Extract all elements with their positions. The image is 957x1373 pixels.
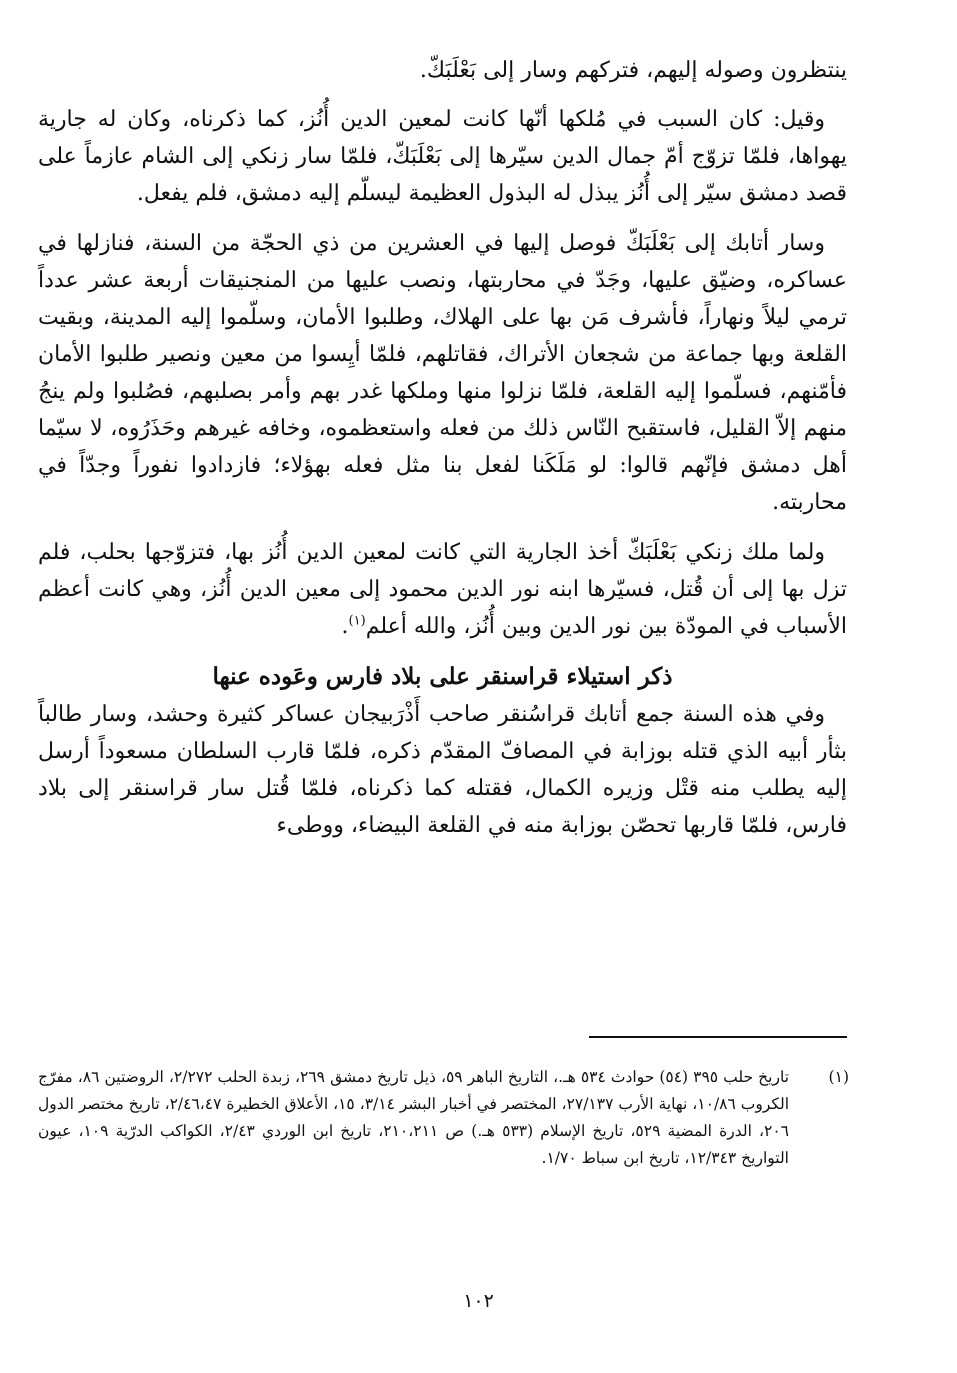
paragraph: وفي هذه السنة جمع أتابك قراسُنقر صاحب أَذْرَبيجان عساكر كثيرة وحشد، وسار طالباً بثأر أبيه الذي قتله بوزابة في المصافّ المقدّم ذكره، فلمّا قارب السلطان مسعوداً أرسل إليه يطلب منه قتْل وزيره الكمال، فقتله كما ذكرناه، فلمّا قُتل سار قراسنقر إلى بلاد فارس، فلمّا قاربها تحصّن بوزابة منه في القلعة البيضاء، ووطىء [38,702,847,838]
footnote-divider [589,1036,847,1038]
paragraph-end-punct: . [341,614,349,639]
paragraph-continuation: ينتظرون وصوله إليهم، فتركهم وسار إلى بَعْلَبَكّ. [419,58,847,83]
paragraph: وقيل: كان السبب في مُلكها أنّها كانت لمعين الدين أُنُز، كما ذكرناه، وكان له جارية يهواها، فلمّا تزوّج أمّ جمال الدين سيّرها إلى بَعْلَبَكّ، فلمّا سار زنكي إلى الشام عازماً على قصد دمشق سيّر إلى أُنُز يبذل له البذول العظيمة ليسلّم إليه دمشق، فلم يفعل. [38,107,847,206]
page-number: ١٠٢ [463,1290,494,1312]
paragraph-text: ولما ملك زنكي بَعْلَبَكّ أخذ الجارية التي كانت لمعين الدين أُنُز بها، فتزوّجها بحلب، فلم تزل بها إلى أن قُتل، فسيّرها ابنه نور الدين محمود إلى معين الدين أُنُز، وهي كانت أعظم الأسباب في المودّة بين نور الدين وبين أُنُز، والله أعلم [38,540,847,639]
main-text [38,52,847,857]
paragraph-with-footnote [38,534,847,645]
footnote-text: تاريخ حلب ٣٩٥ (٥٤) حوادث ٥٣٤ هـ.، التاريخ الباهر ٥٩، ذيل تاريخ دمشق ٢٦٩، زبدة الحلب ٢/٢٧٢، الروضتين ٨٦، مفرّج الكروب ١٠/٨٦، نهاية الأرب ٢٧/١٣٧، المختصر في أخبار البشر ٣/١٤، ١٥، الأعلاق الخطيرة ٢/٤٦،٤٧، تاريخ مختصر الدول ٢٠٦، الدرة المضية ٥٢٩، تاريخ الإسلام (٥٣٣ هـ.) ص ٢١٠،٢١١، تاريخ ابن الوردي ٢/٤٣، الكواكب الدرّية ١٠٩، عيون التواريخ ١٢/٣٤٣، تاريخ ابن سباط ١/٧٠. [38,1068,790,1167]
footnote-number: (١) [828,1068,849,1086]
section-heading: ذكر استيلاء قراسنقر على بلاد فارس وعَوده عنها [212,663,673,690]
footnote-reference[interactable]: (١) [348,613,366,629]
paragraph: وسار أتابك إلى بَعْلَبَكّ فوصل إليها في العشرين من ذي الحجّة من السنة، فنازلها في عساكره، وضيّق عليها، وجَدّ في محاربتها، ونصب عليها من المنجنيقات أربعة عشر عدداً ترمي ليلاً ونهاراً، فأشرف مَن بها على الهلاك، وطلبوا الأمان، وسلّموا إليه المدينة، وبقيت القلعة وبها جماعة من شجعان الأتراك، فقاتلهم، فلمّا أيِسوا من معين ونصير طلبوا الأمان فأمّنهم، فسلّموا إليه القلعة، فلمّا نزلوا منها وملكها غدر بهم وأمر بصلبهم، فصُلبوا ولم ينجُ منهم إلاّ القليل، فاستقبح النّاس ذلك من فعله واستعظموه، وخافه غيرهم وحَذَرُوه، لا سيّما أهل دمشق فإنّهم قالوا: لو مَلَكَنا لفعل بنا مثل فعله بهؤلاء؛ فازدادوا نفوراً وجدّاً في محاربته. [38,231,847,515]
footnote [38,1064,847,1172]
